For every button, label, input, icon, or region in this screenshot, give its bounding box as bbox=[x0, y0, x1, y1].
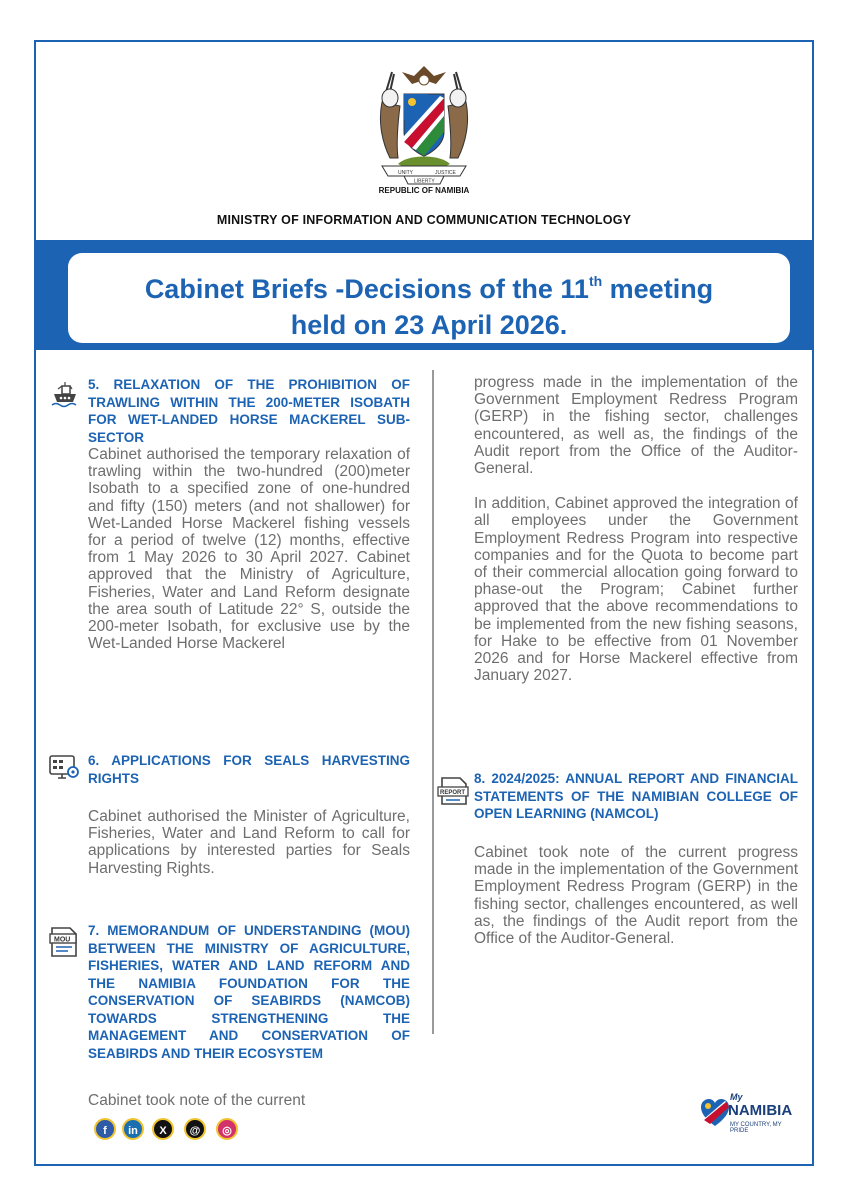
title-line-1: Cabinet Briefs -Decisions of the 11th meeting bbox=[144, 273, 714, 304]
computer-settings-icon bbox=[48, 754, 80, 782]
fishing-boat-icon bbox=[50, 380, 80, 408]
section-5-body bbox=[88, 446, 410, 652]
instagram-icon[interactable]: ◎ bbox=[216, 1118, 238, 1140]
my-namibia-logo bbox=[700, 1092, 800, 1144]
report-icon-label: REPORT bbox=[440, 790, 466, 796]
brand-tagline: MY COUNTRY, MY PRIDE bbox=[730, 1122, 782, 1134]
mou-icon-label: MOU bbox=[54, 936, 71, 944]
section-heading: 8. 2024/2025: ANNUAL REPORT AND FINANCIAL STATEMENTS OF THE NAMIBIAN COLLEGE OF OPEN LEARNING (NAMCOL) bbox=[474, 771, 798, 821]
motto-liberty: LIBERTY bbox=[414, 178, 435, 185]
section-heading: 7. MEMORANDUM OF UNDERSTANDING (MOU) BETWEEN THE MINISTRY OF AGRICULTURE, FISHERIES, WATER AND LAND REFORM AND THE NAMIBIA FOUNDATION FOR THE CONSERVATION OF SEABIRDS (NAMCOB) TOWARDS STRENGTHENING THE MANAGEMENT AND CONSERVATION OF SEABIRDS AND THEIR ECOSYSTEM bbox=[88, 923, 410, 1061]
column-divider bbox=[432, 370, 434, 1034]
coat-of-arms-icon bbox=[368, 62, 480, 192]
section-body-continued-2: In addition, Cabinet approved the integration of all employees under the Government Employment Redress Program into respective companies and for the Quota to become part of their commercial allocation going forward to phase-out the Program; Cabinet further approved that the above recommendations to be implemented from the new fishing seasons, for Hake to be effective from 01 November 2026 and for Horse Mackerel effective from January 2027. bbox=[474, 495, 798, 685]
section-heading: 6. APPLICATIONS FOR SEALS HARVESTING RIGHTS bbox=[88, 753, 410, 786]
section-6 bbox=[88, 752, 410, 787]
motto-unity: UNITY bbox=[398, 170, 413, 176]
title-box bbox=[68, 253, 790, 343]
report-document-icon bbox=[436, 776, 470, 806]
section-5 bbox=[88, 376, 410, 446]
ministry-title: MINISTRY OF INFORMATION AND COMMUNICATION TECHNOLOGY bbox=[216, 213, 632, 227]
x-icon[interactable]: X bbox=[152, 1118, 174, 1140]
section-body-continued-1: progress made in the implementation of the Government Employment Redress Program (GERP) in the fishing sector, challenges encountered, as well as, the findings of the Audit report from the Office of the Auditor-General. bbox=[474, 374, 798, 478]
republic-label: REPUBLIC OF NAMIBIA bbox=[378, 186, 470, 195]
threads-icon[interactable]: @ bbox=[184, 1118, 206, 1140]
section-body: Cabinet took note of the current progress made in the implementation of the Government Employment Redress Program (GERP) in the fishing sector, challenges encountered, as well as, the findings of the Audit report from the Office of the Auditor-General. bbox=[474, 844, 798, 948]
section-heading: 5. RELAXATION OF THE PROHIBITION OF TRAWLING WITHIN THE 200-METER ISOBATH FOR WET-LANDED HORSE MACKEREL SUB-SECTOR bbox=[88, 377, 410, 445]
section-body: Cabinet authorised the temporary relaxation of trawling within the two-hundred (200)meter Isobath to a specified zone of one-hundred and fifty (150) meters (and not shallower) for Wet-Landed Horse Mackerel fishing vessels for a period of twelve (12) months, effective from 1 May 2026 to 30 April 2027. Cabinet approved that the Ministry of Agriculture, Fisheries, Water and Land Reform designate the area south of Latitude 22° S, outside the 200-meter Isobath, for exclusive use by the Wet-Landed Horse Mackerel bbox=[88, 446, 410, 653]
section-7-body bbox=[88, 1092, 410, 1109]
section-8-body bbox=[474, 844, 798, 947]
brand-name: NAMIBIA bbox=[728, 1102, 793, 1119]
facebook-icon[interactable]: f bbox=[94, 1118, 116, 1140]
heart-flag-icon bbox=[700, 1098, 730, 1128]
brand-my: My bbox=[730, 1092, 743, 1102]
section-7-continued bbox=[474, 374, 798, 684]
section-body: Cabinet took note of the current bbox=[88, 1092, 306, 1109]
motto-justice: JUSTICE bbox=[435, 170, 456, 176]
title-line-2: held on 23 April 2026. bbox=[290, 310, 568, 340]
section-8 bbox=[474, 770, 798, 823]
section-6-body bbox=[88, 808, 410, 877]
mou-document-icon bbox=[48, 926, 80, 958]
linkedin-icon[interactable]: in bbox=[122, 1118, 144, 1140]
section-7 bbox=[88, 922, 410, 1062]
section-body: Cabinet authorised the Minister of Agriculture, Fisheries, Water and Land Reform to call for applications by interested parties for Seals Harvesting Rights. bbox=[88, 808, 410, 877]
